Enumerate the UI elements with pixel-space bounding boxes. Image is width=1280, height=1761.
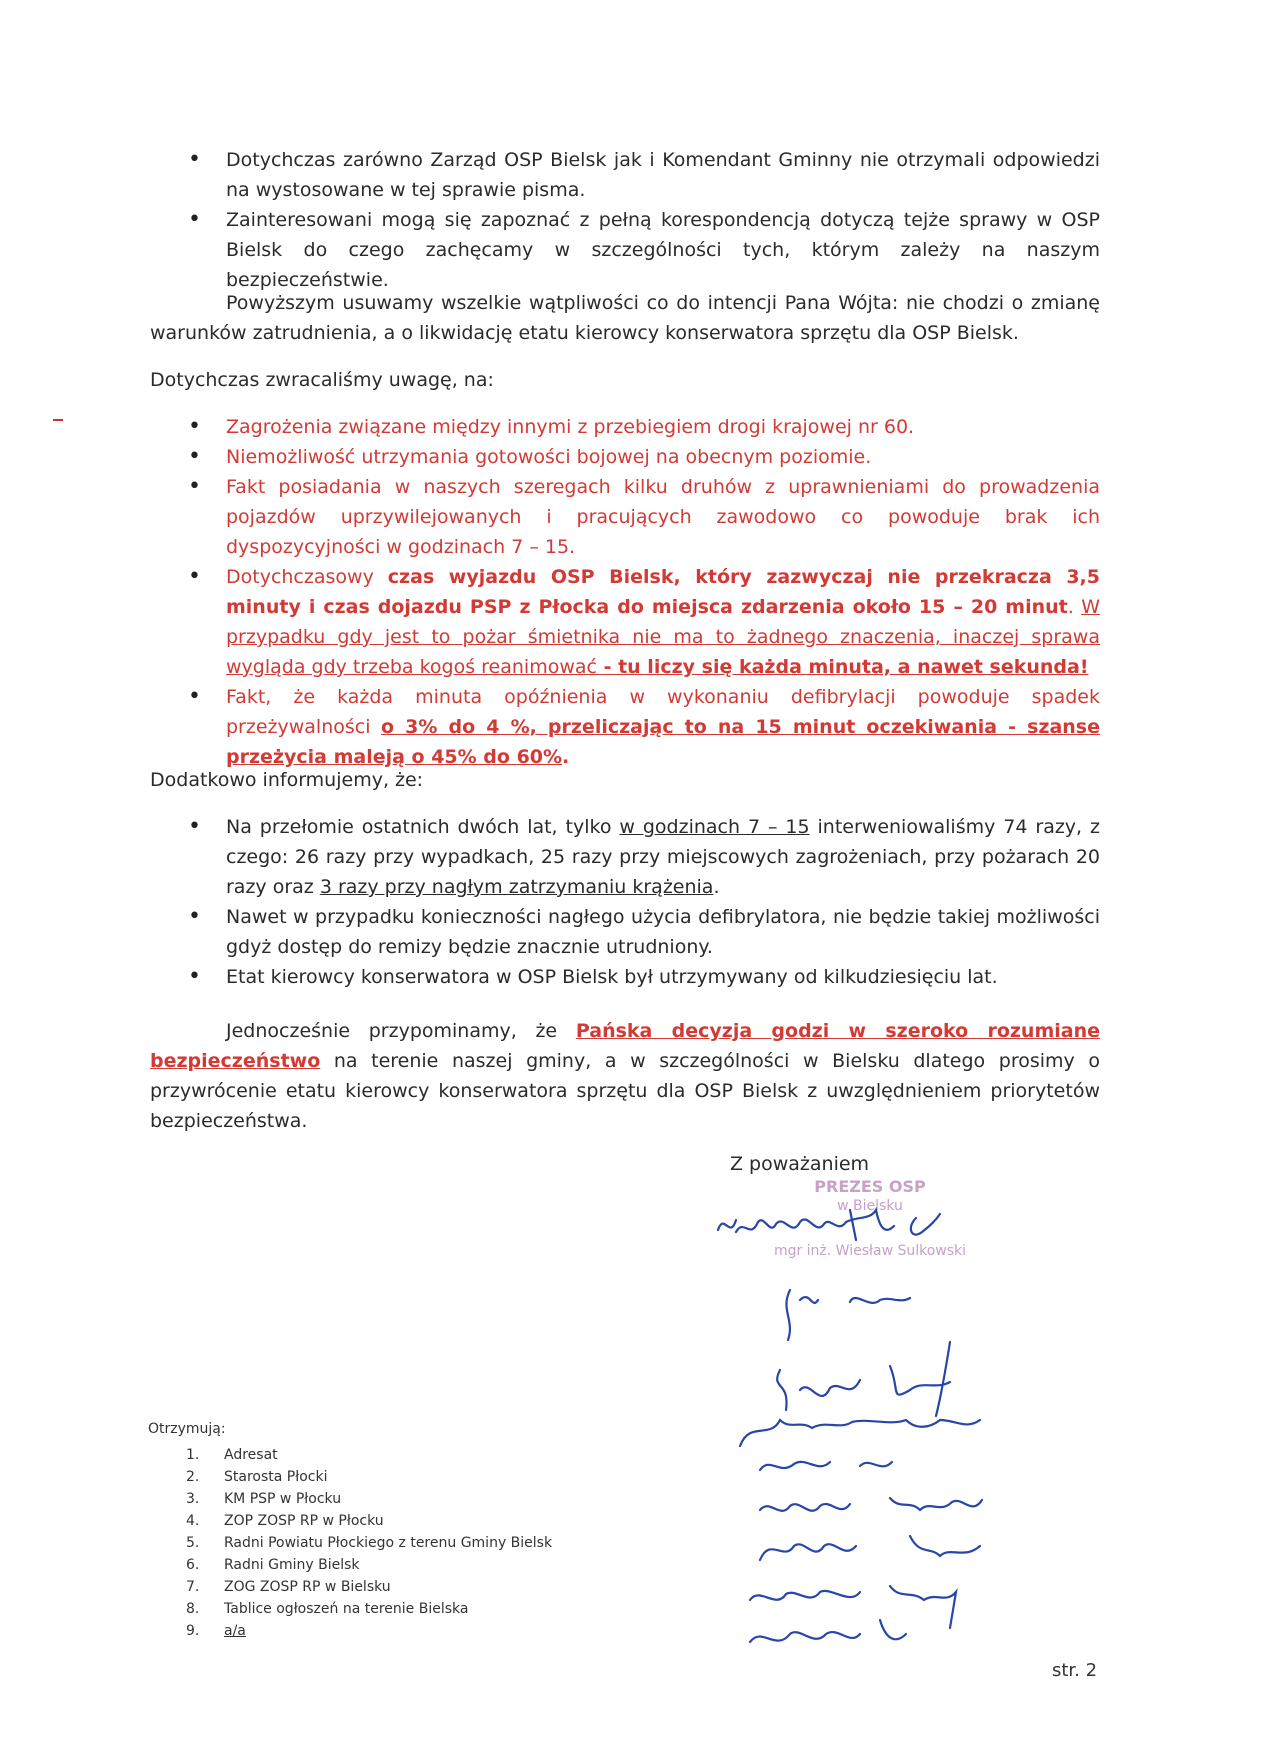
bold-text: czas wyjazdu OSP Bielsk, który zazwyczaj nie przekracza 3,5 minuty i czas dojazdu PSP z Płocka do miejsca zdarzenia około 15 – 20 minut	[226, 566, 1100, 618]
closing-paragraph	[150, 1016, 1100, 1136]
signature-4	[760, 1462, 892, 1470]
bullet-text: Dotychczasowy	[226, 566, 388, 588]
recipient-number: 5.	[186, 1535, 200, 1551]
recipient-number: 9.	[186, 1623, 200, 1639]
signature-1	[786, 1290, 910, 1340]
underlined-text: w godzinach 7 – 15	[619, 816, 810, 838]
bullet-item	[150, 682, 1100, 772]
bullet-text: Zainteresowani mogą się zapoznać z pełną korespondencją dotyczą tejże sprawy w OSP Bielsk do czego zachęcamy w szczególności tych, którym zależy na naszym bezpieczeństwie.	[226, 209, 1100, 291]
bullet-text: Etat kierowcy konserwatora w OSP Bielsk był utrzymywany od kilkudziesięciu lat.	[226, 966, 998, 988]
bullet-item	[150, 205, 1100, 295]
recipient-item	[148, 1532, 552, 1554]
bullet-text: .	[713, 876, 720, 898]
recipient-name: ZOG ZOSP RP w Bielsku	[224, 1579, 391, 1595]
red-bullets	[150, 412, 1100, 772]
recipient-number: 1.	[186, 1447, 200, 1463]
bullet-item	[150, 145, 1100, 205]
signature-stamp	[700, 1170, 1030, 1270]
recipient-name: Tablice ogłoszeń na terenie Bielska	[224, 1601, 469, 1617]
recipient-number: 7.	[186, 1579, 200, 1595]
signature-6	[760, 1536, 980, 1560]
recipients-header: Otrzymują:	[148, 1421, 226, 1437]
bullet-text: Nawet w przypadku konieczności nagłego użycia defibrylatora, nie będzie takiej możliwości gdyż dostęp do remizy będzie znacznie utrudniony.	[226, 906, 1100, 958]
recipient-name: ZOP ZOSP RP w Płocku	[224, 1513, 384, 1529]
recipient-item	[148, 1466, 552, 1488]
red-underlined-text: Pańska decyzja godzi w szeroko rozumiane bezpieczeństwo	[150, 1020, 1101, 1072]
paragraph-text	[150, 1016, 1100, 1136]
bold-underlined-text: o 3% do 4 %, przeliczając to na 15 minut oczekiwania - szanse przeżycia maleją o 45% do 60%	[226, 716, 1101, 768]
bullet-item	[150, 812, 1100, 902]
bullet-text: Fakt, że każda minuta opóźnienia w wykonaniu defibrylacji powoduje spadek przeżywalności	[226, 686, 1100, 738]
recipient-number: 8.	[186, 1601, 200, 1617]
signature-3	[740, 1420, 980, 1446]
stamp-name: mgr inż. Wiesław Sulkowski	[773, 1243, 967, 1259]
bullet-item	[150, 962, 1100, 992]
heading-dotychczas	[150, 365, 1100, 395]
bullet-text: Na przełomie ostatnich dwóch lat, tylko	[226, 816, 620, 838]
recipient-item	[148, 1598, 552, 1620]
recipient-name: Adresat	[224, 1447, 278, 1463]
heading-dodatkowo	[150, 765, 1100, 795]
bullet-text: .	[1067, 596, 1082, 618]
recipient-name: Radni Powiatu Płockiego z terenu Gminy Bielsk	[224, 1535, 553, 1551]
bullet-item	[150, 442, 1100, 472]
bullet-item	[150, 472, 1100, 562]
paragraph-text: Powyższym usuwamy wszelkie wątpliwości co do intencji Pana Wójta: nie chodzi o zmianę warunków zatrudnienia, a o likwidację etatu kierowcy konserwatora sprzętu dla OSP Bielsk.	[150, 292, 1100, 344]
bullet-text: Zagrożenia związane między innymi z przebiegiem drogi krajowej nr 60.	[226, 416, 915, 438]
signature-2	[777, 1342, 950, 1416]
recipient-number: 2.	[186, 1469, 200, 1485]
recipient-name: KM PSP w Płocku	[224, 1491, 342, 1507]
recipient-item	[148, 1620, 552, 1642]
recipient-name: Starosta Płocki	[224, 1469, 328, 1485]
bullet-item	[150, 412, 1100, 442]
recipient-item	[148, 1510, 552, 1532]
paragraph-text-post: na terenie naszej gminy, a w szczególności w Bielsku dlatego prosimy o przywrócenie etatu kierowcy konserwatora sprzętu dla OSP Bielsk z uwzględnieniem priorytetów bezpieczeństwa.	[150, 1050, 1100, 1132]
recipient-name: a/a	[224, 1623, 246, 1639]
recipient-item	[148, 1554, 552, 1576]
paragraph-powyzszym	[150, 288, 1100, 348]
page-number: str. 2	[1052, 1660, 1098, 1681]
bullet-text: .	[562, 746, 570, 768]
recipient-item	[148, 1444, 552, 1466]
paragraph-text-pre: Jednocześnie przypominamy, że	[226, 1020, 576, 1042]
signature-5	[760, 1498, 982, 1511]
recipient-name: Radni Gminy Bielsk	[224, 1557, 360, 1573]
info-bullets	[150, 812, 1100, 992]
handwritten-signatures	[700, 1270, 1120, 1690]
signature-8	[750, 1620, 906, 1642]
stamp-title: PREZES OSP	[814, 1177, 926, 1196]
margin-mark	[53, 419, 63, 421]
heading-text: Dodatkowo informujemy, że:	[150, 769, 424, 791]
stamp-place: w Bielsku	[837, 1198, 903, 1214]
signature-7	[750, 1586, 956, 1628]
recipient-number: 6.	[186, 1557, 200, 1573]
recipient-number: 3.	[186, 1491, 200, 1507]
bullet-text: interweniowaliśmy 74 razy, z czego: 26 razy przy wypadkach, 25 razy przy miejscowych zagrożeniach, przy pożarach 20 razy oraz	[226, 816, 1100, 898]
recipient-item	[148, 1576, 552, 1598]
recipients-list	[148, 1418, 552, 1642]
bullet-item	[150, 902, 1100, 962]
heading-text: Dotychczas zwracaliśmy uwagę, na:	[150, 369, 494, 391]
recipient-item	[148, 1488, 552, 1510]
bullet-item	[150, 562, 1100, 682]
bullet-text: Dotychczas zarówno Zarząd OSP Bielsk jak i Komendant Gminny nie otrzymali odpowiedzi na wystosowane w tej sprawie pisma.	[226, 149, 1100, 201]
underlined-text: W przypadku gdy jest to pożar śmietnika nie ma to żadnego znaczenia, inaczej sprawa wygląda gdy trzeba kogoś reanimować	[226, 596, 1100, 678]
recipient-number: 4.	[186, 1513, 200, 1529]
bold-underlined-text: - tu liczy się każda minuta, a nawet sekunda!	[596, 656, 1089, 678]
handwritten-signature	[718, 1210, 940, 1240]
intro-bullets	[150, 145, 1100, 295]
closing-salutation: Z poważaniem	[730, 1153, 870, 1175]
underlined-text: 3 razy przy nagłym zatrzymaniu krążenia	[319, 876, 714, 898]
bullet-text: Fakt posiadania w naszych szeregach kilku druhów z uprawnieniami do prowadzenia pojazdów uprzywilejowanych i pracujących zawodowo co powoduje brak ich dyspozycyjności w godzinach 7 – 15.	[226, 476, 1100, 558]
bullet-text: Niemożliwość utrzymania gotowości bojowej na obecnym poziomie.	[226, 446, 872, 468]
